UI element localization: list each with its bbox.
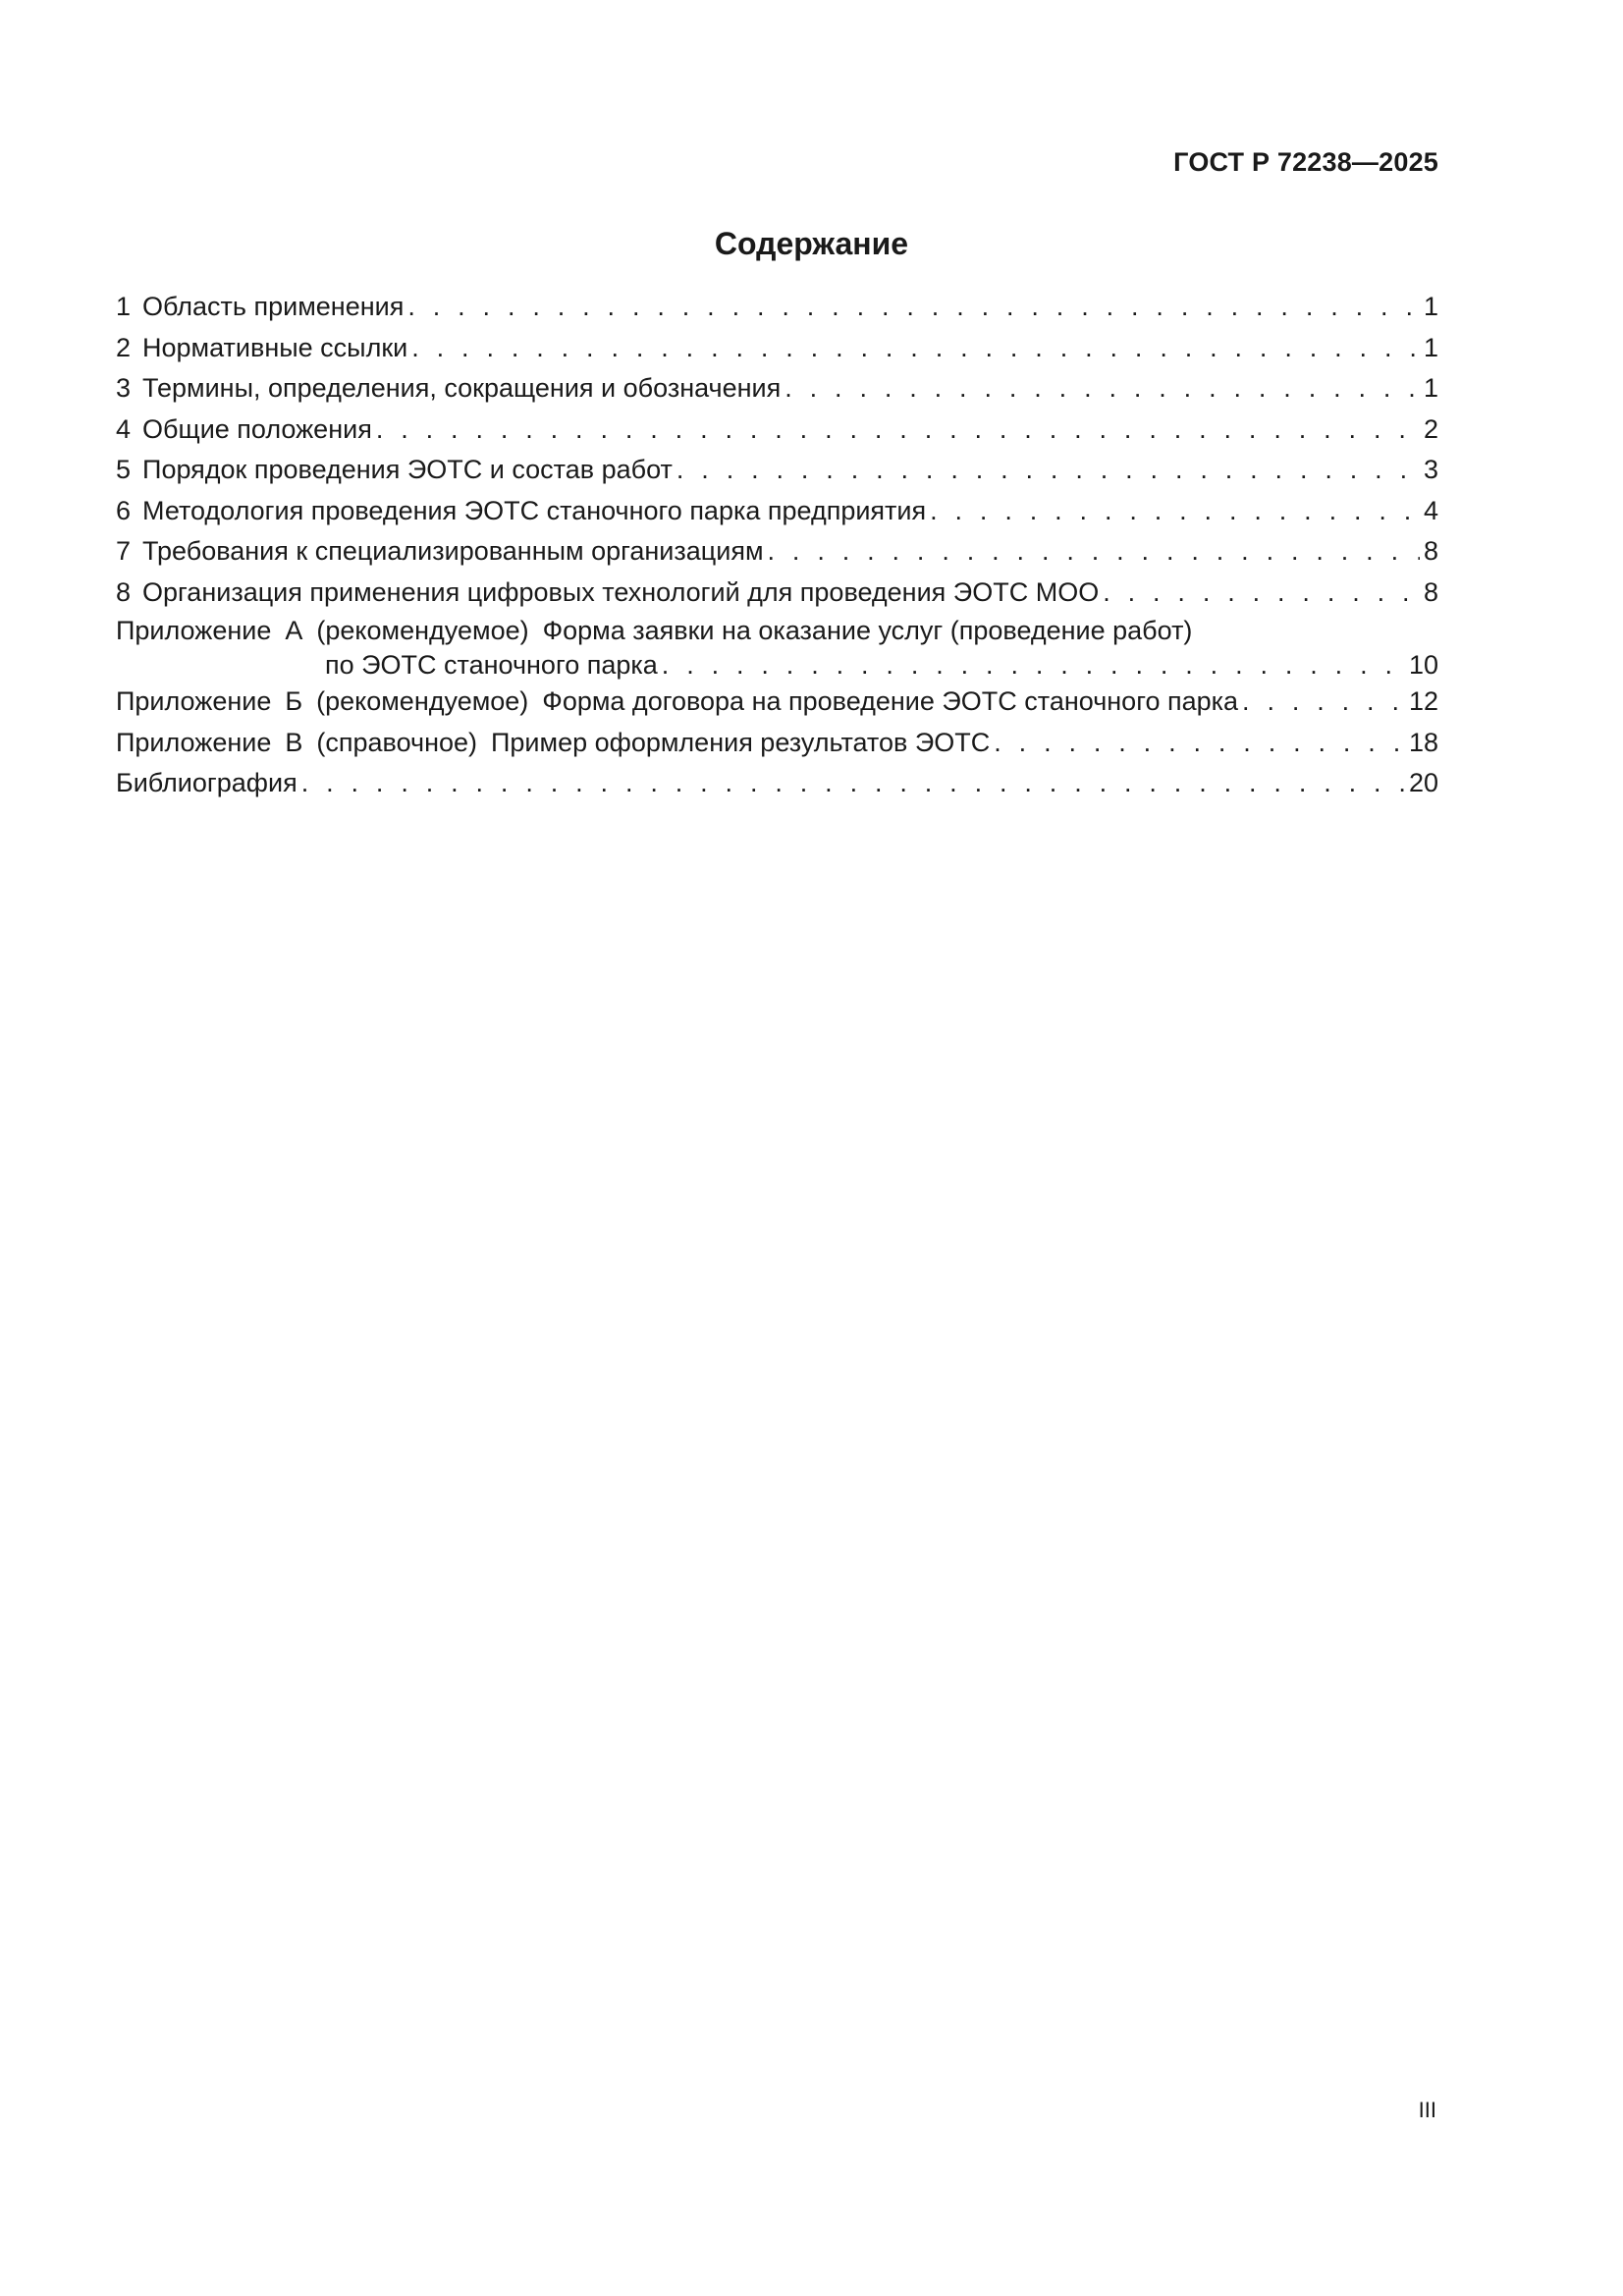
toc-entry-number: 5 — [116, 455, 132, 484]
toc-entry-label: Методология проведения ЭОТС станочного парка предприятия — [142, 495, 927, 525]
toc-entry-3[interactable] — [116, 368, 1438, 410]
toc-entry-5[interactable] — [116, 450, 1438, 491]
toc-entry-label: Нормативные ссылки — [142, 332, 408, 362]
toc-bibliography[interactable] — [116, 763, 1438, 804]
toc-entry-page: 20 — [1408, 768, 1438, 797]
toc-entry-number: 8 — [116, 576, 132, 607]
toc-entry-page: 10 — [1408, 650, 1438, 680]
annex-type: (справочное) — [316, 727, 477, 757]
toc-entry-page: 4 — [1423, 495, 1438, 525]
dot-leader — [301, 763, 1405, 804]
dot-leader — [411, 328, 1420, 369]
toc-entry-label: Термины, определения, сокращения и обозначения — [142, 373, 782, 403]
toc-entry-label: Организация применения цифровых технологий для проведения ЭОТС МОО — [142, 576, 1100, 607]
toc-entry-number: 1 — [116, 292, 132, 321]
toc-annex-b[interactable] — [116, 682, 1438, 723]
annex-title: Пример оформления результатов ЭОТС — [491, 727, 991, 757]
annex-word: Приложение — [116, 686, 272, 716]
toc-entry-page: 3 — [1423, 455, 1438, 484]
toc-annex-a[interactable] — [116, 613, 1438, 682]
toc-entry-number: 7 — [116, 536, 132, 566]
annex-heading-line — [116, 613, 1438, 648]
toc-entry-label: Область применения — [142, 292, 405, 321]
toc-entry-label: Библиография — [116, 768, 298, 797]
toc-entry-page: 1 — [1423, 332, 1438, 362]
dot-leader — [930, 491, 1420, 532]
page-number: III — [1418, 2098, 1436, 2122]
toc-entry-number: 6 — [116, 495, 132, 525]
toc-entry-number: 2 — [116, 332, 132, 362]
dot-leader — [376, 410, 1420, 451]
annex-letter: В — [285, 727, 303, 757]
table-of-contents — [116, 287, 1438, 804]
toc-entry-page: 12 — [1408, 686, 1438, 716]
annex-letter: А — [285, 616, 303, 645]
toc-entry-1[interactable] — [116, 287, 1438, 328]
toc-entry-label: Требования к специализированным организациям — [142, 536, 764, 566]
annex-title: Форма договора на проведение ЭОТС станочного парка — [542, 686, 1239, 716]
toc-entry-number: 4 — [116, 413, 132, 444]
toc-entry-label — [116, 682, 1238, 723]
annex-title-line1: Форма заявки на оказание услуг (проведение работ) — [542, 616, 1193, 645]
toc-entry-7[interactable] — [116, 531, 1438, 573]
annex-letter: Б — [285, 686, 303, 716]
toc-entry-page: 8 — [1423, 576, 1438, 607]
dot-leader — [662, 648, 1405, 682]
dot-leader — [784, 368, 1420, 410]
annex-word: Приложение — [116, 727, 272, 757]
toc-entry-number: 3 — [116, 373, 132, 403]
toc-entry-page: 1 — [1423, 373, 1438, 403]
dot-leader — [1242, 682, 1405, 723]
document-code: ГОСТ Р 72238—2025 — [1173, 147, 1438, 177]
toc-entry-8[interactable] — [116, 573, 1438, 614]
annex-type: (рекомендуемое) — [316, 686, 529, 716]
toc-entry-page: 18 — [1408, 727, 1438, 757]
annex-continuation-line — [116, 648, 1438, 682]
toc-entry-6[interactable] — [116, 491, 1438, 532]
toc-entry-page: 2 — [1423, 413, 1438, 444]
toc-entry-page: 1 — [1423, 292, 1438, 321]
toc-entry-label — [116, 723, 990, 764]
dot-leader — [407, 287, 1420, 328]
toc-entry-page: 8 — [1423, 536, 1438, 566]
toc-annex-v[interactable] — [116, 723, 1438, 764]
toc-entry-label: Порядок проведения ЭОТС и состав работ — [142, 455, 673, 484]
dot-leader — [768, 531, 1420, 573]
dot-leader — [994, 723, 1405, 764]
dot-leader — [1103, 573, 1420, 614]
annex-title-line2: по ЭОТС станочного парка — [325, 650, 658, 680]
annex-type: (рекомендуемое) — [316, 616, 529, 645]
annex-word: Приложение — [116, 616, 272, 645]
toc-entry-2[interactable] — [116, 328, 1438, 369]
toc-entry-4[interactable] — [116, 410, 1438, 451]
dot-leader — [676, 450, 1420, 491]
toc-title: Содержание — [714, 226, 909, 261]
toc-entry-label: Общие положения — [142, 413, 372, 444]
